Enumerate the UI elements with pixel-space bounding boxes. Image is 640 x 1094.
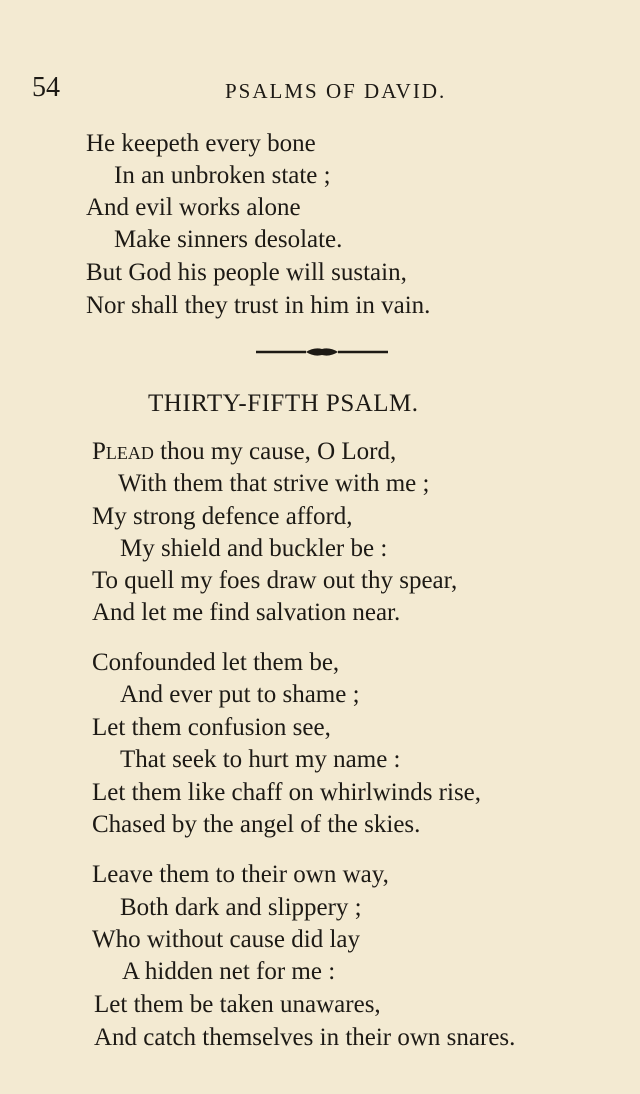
verse-line: In an unbroken state ; — [114, 162, 331, 189]
verse-line: Let them be taken unawares, — [94, 991, 381, 1018]
verse-line — [92, 436, 396, 468]
verse-line: Let them confusion see, — [92, 714, 331, 741]
verse-line: And ever put to shame ; — [120, 681, 360, 708]
verse-line: And evil works alone — [86, 194, 301, 221]
verse-line: My strong defence afford, — [92, 503, 353, 530]
drop-word: Plead — [92, 438, 154, 465]
verse-line: A hidden net for me : — [122, 958, 336, 985]
verse-line: My shield and buckler be : — [120, 535, 388, 562]
verse-line: And let me find salvation near. — [92, 599, 401, 626]
verse-line: With them that strive with me ; — [118, 470, 430, 497]
verse-line: To quell my foes draw out thy spear, — [92, 567, 458, 594]
page-number: 54 — [32, 72, 60, 103]
running-head: PSALMS OF DAVID. — [225, 79, 447, 103]
verse-line: And catch themselves in their own snares. — [94, 1024, 516, 1051]
psalm-title: THIRTY-FIFTH PSALM. — [148, 390, 419, 417]
verse-line: Let them like chaff on whirlwinds rise, — [92, 779, 482, 806]
verse-line: Leave them to their own way, — [92, 861, 389, 888]
verse-line: Who without cause did lay — [92, 926, 360, 953]
verse-line: But God his people will sustain, — [86, 259, 407, 286]
verse-line: That seek to hurt my name : — [120, 746, 401, 773]
verse-line: Both dark and slippery ; — [120, 894, 362, 921]
page-header — [32, 70, 640, 106]
section-divider-ornament — [256, 346, 388, 358]
verse-line-text: thou my cause, O Lord, — [153, 438, 397, 465]
verse-line: Chased by the angel of the skies. — [92, 811, 421, 838]
verse-line: He keepeth every bone — [86, 130, 316, 157]
verse-line: Nor shall they trust in him in vain. — [86, 292, 431, 319]
verse-line: Make sinners desolate. — [114, 226, 343, 253]
verse-line: Confounded let them be, — [92, 649, 340, 676]
